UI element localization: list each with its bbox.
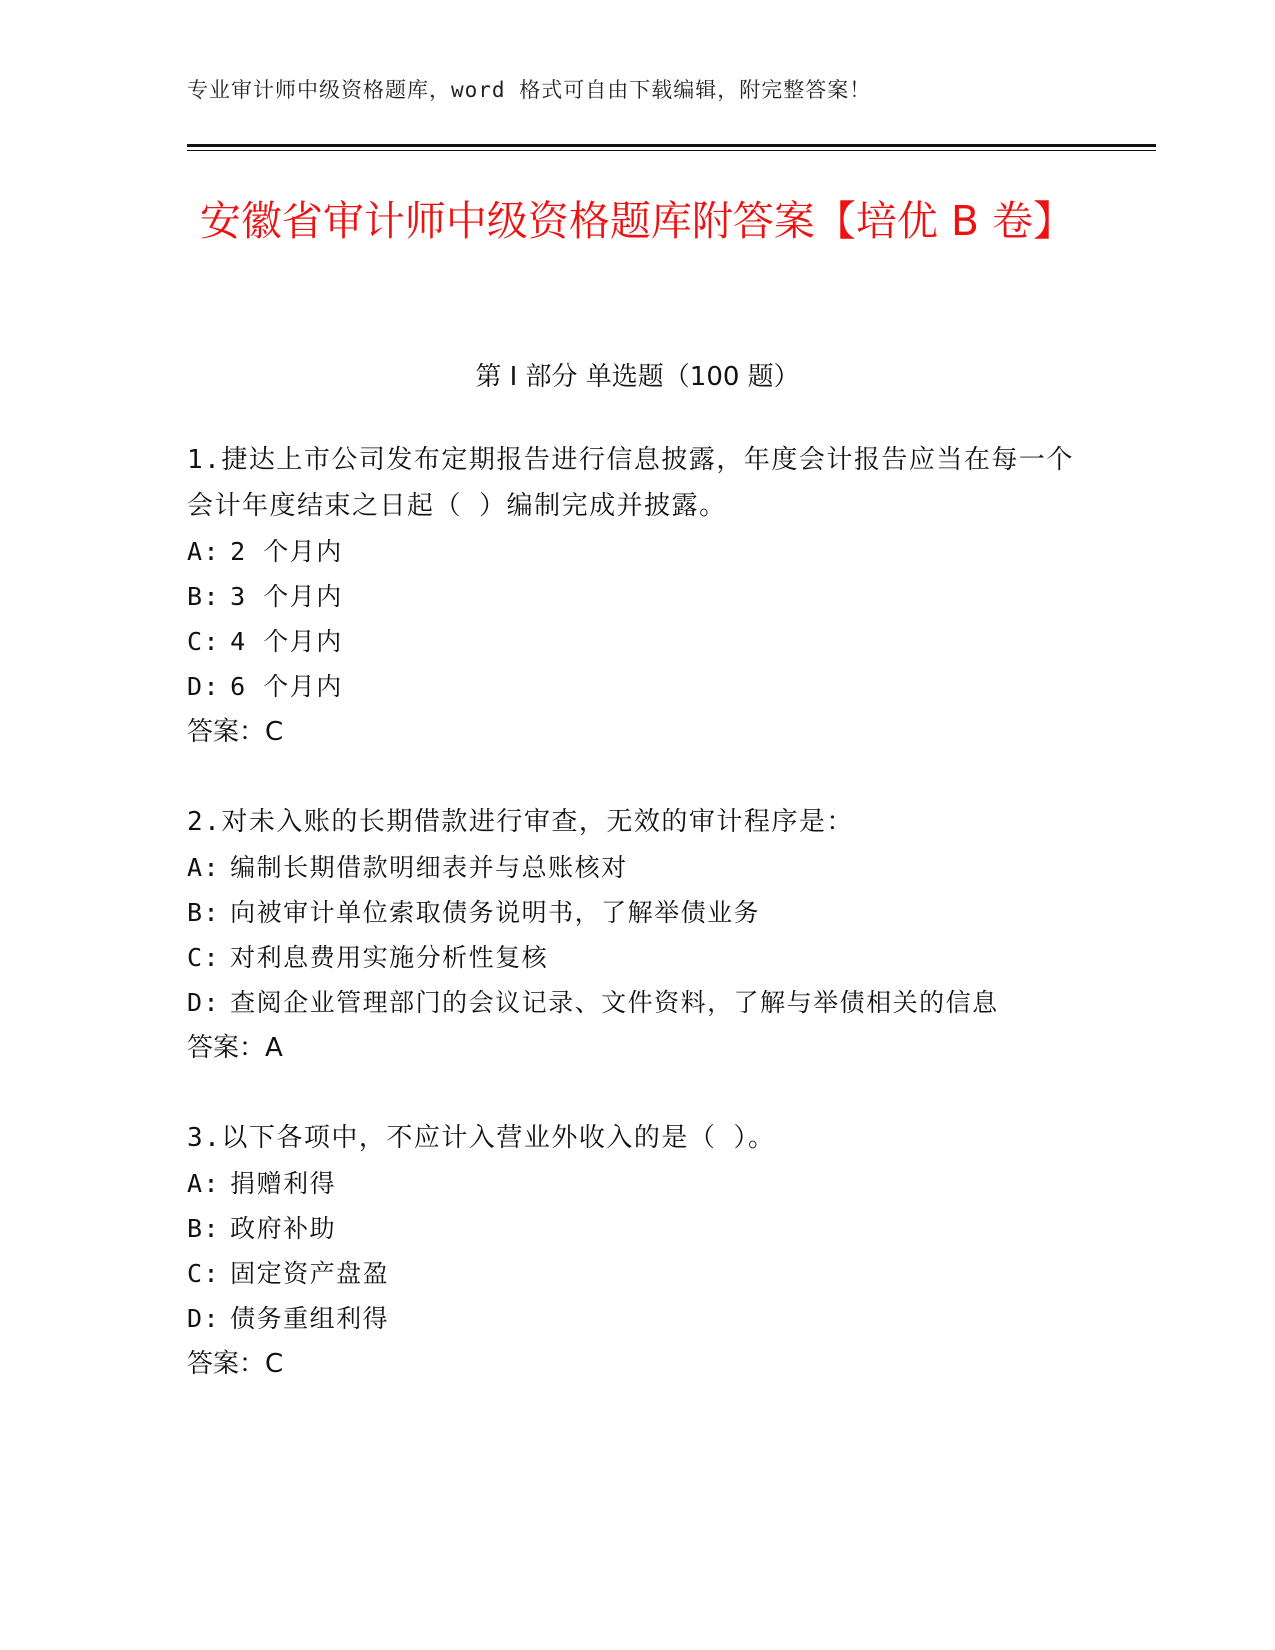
option-text: 编制长期借款明细表并与总账核对 [230, 853, 628, 882]
option-a [187, 529, 1087, 574]
answer-line [187, 709, 1087, 755]
header-note: 专业审计师中级资格题库，word 格式可自由下载编辑，附完整答案！ [187, 78, 872, 102]
option-b [187, 1206, 1087, 1251]
option-c [187, 935, 1087, 980]
question-text: 捷达上市公司发布定期报告进行信息披露，年度会计报告应当在每一个会计年度结束之日起（ ）编制完成并披露。 [187, 445, 1074, 521]
option-b [187, 890, 1087, 935]
option-text: 向被审计单位索取债务说明书，了解举债业务 [230, 898, 761, 927]
section-heading: 第 I 部分 单选题（100 题） [475, 362, 800, 392]
document-title: 安徽省审计师中级资格题库附答案【培优 B 卷】 [199, 197, 1075, 245]
option-text: 2 个月内 [230, 537, 343, 566]
option-key: B: [187, 1214, 221, 1243]
answer-value: C [265, 717, 284, 747]
question-stem [187, 437, 1087, 529]
question-number: 1. [187, 445, 222, 475]
option-key: D: [187, 1304, 221, 1333]
question-text: 对未入账的长期借款进行审查，无效的审计程序是： [221, 807, 854, 837]
option-text: 债务重组利得 [230, 1304, 390, 1333]
option-d [187, 1296, 1087, 1341]
option-b [187, 574, 1087, 619]
option-key: C: [187, 627, 221, 656]
option-a [187, 1161, 1087, 1206]
option-text: 4 个月内 [230, 627, 343, 656]
header-rule-thick [187, 144, 1156, 147]
answer-label: 答案： [187, 1349, 266, 1379]
answer-line [187, 1341, 1087, 1387]
question-list [187, 437, 1087, 1431]
option-key: B: [187, 898, 221, 927]
option-key: A: [187, 1169, 221, 1198]
question-stem [187, 1115, 1087, 1161]
option-c [187, 1251, 1087, 1296]
header-rule-thin [187, 150, 1156, 151]
option-key: A: [187, 537, 221, 566]
option-key: B: [187, 582, 221, 611]
option-d [187, 980, 1087, 1025]
answer-label: 答案： [187, 717, 266, 747]
question-number: 2. [187, 807, 222, 837]
option-text: 3 个月内 [230, 582, 343, 611]
answer-line [187, 1025, 1087, 1071]
option-c [187, 619, 1087, 664]
option-text: 固定资产盘盈 [230, 1259, 390, 1288]
option-text: 捐赠利得 [230, 1169, 337, 1198]
question-text: 以下各项中，不应计入营业外收入的是（ ）。 [221, 1123, 776, 1153]
question-3 [187, 1115, 1087, 1387]
option-a [187, 845, 1087, 890]
answer-label: 答案： [187, 1033, 266, 1063]
option-key: C: [187, 1259, 221, 1288]
option-key: D: [187, 672, 221, 701]
question-1 [187, 437, 1087, 755]
option-key: C: [187, 943, 221, 972]
answer-value: A [265, 1033, 283, 1063]
option-d [187, 664, 1087, 709]
option-text: 6 个月内 [230, 672, 343, 701]
option-key: D: [187, 988, 221, 1017]
option-text: 政府补助 [230, 1214, 337, 1243]
question-number: 3. [187, 1123, 222, 1153]
option-key: A: [187, 853, 221, 882]
option-text: 查阅企业管理部门的会议记录、文件资料，了解与举债相关的信息 [230, 988, 999, 1017]
answer-value: C [265, 1349, 284, 1379]
question-stem [187, 799, 1087, 845]
option-text: 对利息费用实施分析性复核 [230, 943, 549, 972]
question-2 [187, 799, 1087, 1071]
